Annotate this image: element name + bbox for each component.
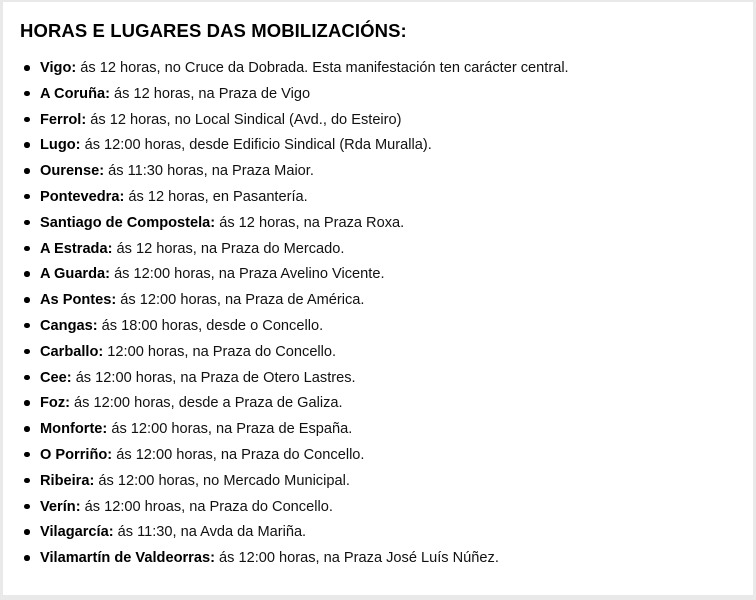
place-details: ás 12:00 horas, no Mercado Municipal. [94, 472, 350, 489]
place-details: ás 12 horas, en Pasantería. [124, 188, 308, 205]
place-details: ás 12:00 horas, na Praza de Otero Lastres. [71, 369, 356, 386]
bullet-icon [24, 478, 30, 484]
place-name: As Pontes: [40, 292, 117, 309]
list-item [23, 135, 569, 161]
bullet-icon [24, 400, 30, 406]
bullet-icon [24, 271, 30, 277]
list-item [23, 161, 569, 187]
list-item [23, 239, 569, 265]
place-name: Lugo: [40, 137, 81, 154]
list-item [23, 84, 569, 110]
list-item [23, 213, 569, 239]
bullet-icon [24, 117, 30, 123]
place-details: ás 12 horas, na Praza de Vigo [110, 85, 311, 102]
content-panel [3, 2, 753, 595]
place-details: ás 12 horas, na Praza do Mercado. [112, 240, 345, 257]
bullet-icon [24, 91, 30, 97]
place-details: ás 12:00 horas, desde Edificio Sindical (Rda Muralla). [80, 137, 432, 154]
place-details: ás 12:00 horas, desde a Praza de Galiza. [70, 395, 343, 412]
place-name: Santiago de Compostela: [40, 214, 216, 231]
place-details: 12:00 horas, na Praza do Concello. [103, 343, 337, 360]
bullet-icon [24, 194, 30, 200]
place-details: ás 12:00 horas, na Praza de América. [116, 292, 365, 309]
bullet-icon [24, 168, 30, 174]
place-name: Monforte: [40, 421, 108, 438]
list-item [23, 342, 569, 368]
place-details: ás 12:00 hroas, na Praza do Concello. [80, 498, 333, 515]
place-name: A Estrada: [40, 240, 113, 257]
list-item [23, 368, 569, 394]
place-name: Carballo: [40, 343, 104, 360]
list-item [23, 419, 569, 445]
place-details: ás 12:00 horas, na Praza José Luís Núñez. [214, 550, 499, 567]
place-name: Cangas: [40, 317, 98, 334]
mobilization-list [23, 58, 569, 574]
page-title: HORAS E LUGARES DAS MOBILIZACIÓNS: [20, 20, 407, 41]
list-item [23, 445, 569, 471]
list-item [23, 58, 569, 84]
place-name: Verín: [40, 498, 81, 515]
list-item [23, 316, 569, 342]
place-details: ás 12:00 horas, na Praza do Concello. [112, 446, 365, 463]
place-details: ás 12:00 horas, na Praza Avelino Vicente. [110, 266, 385, 283]
list-item [23, 393, 569, 419]
bullet-icon [24, 349, 30, 355]
list-item [23, 110, 569, 136]
list-item [23, 187, 569, 213]
place-details: ás 11:30 horas, na Praza Maior. [104, 163, 314, 180]
place-name: Vilagarcía: [40, 524, 114, 541]
place-details: ás 12 horas, no Cruce da Dobrada. Esta manifestación ten carácter central. [76, 60, 569, 76]
bullet-icon [24, 246, 30, 252]
place-details: ás 12 horas, no Local Sindical (Avd., do Esteiro) [86, 111, 402, 128]
bullet-icon [24, 555, 30, 561]
list-item [23, 290, 569, 316]
place-name: A Guarda: [40, 266, 111, 283]
bullet-icon [24, 529, 30, 535]
place-name: O Porriño: [40, 446, 113, 463]
place-name: Vigo: [40, 60, 77, 76]
place-name: Ourense: [40, 163, 105, 180]
list-item [23, 497, 569, 523]
bullet-icon [24, 452, 30, 458]
place-name: A Coruña: [40, 85, 110, 102]
bullet-icon [24, 504, 30, 510]
place-details: ás 12 horas, na Praza Roxa. [215, 214, 405, 231]
bullet-icon [24, 426, 30, 432]
bullet-icon [24, 65, 30, 71]
list-item [23, 522, 569, 548]
bullet-icon [24, 220, 30, 226]
place-name: Ferrol: [40, 111, 87, 128]
place-details: ás 18:00 horas, desde o Concello. [97, 317, 324, 334]
bullet-icon [24, 142, 30, 148]
place-name: Ribeira: [40, 472, 95, 489]
list-item [23, 471, 569, 497]
place-name: Foz: [40, 395, 70, 412]
list-item [23, 264, 569, 290]
list-item [23, 548, 569, 574]
bullet-icon [24, 323, 30, 329]
bullet-icon [24, 375, 30, 381]
place-name: Pontevedra: [40, 188, 125, 205]
place-details: ás 11:30, na Avda da Mariña. [113, 524, 307, 541]
place-name: Vilamartín de Valdeorras: [40, 550, 215, 567]
bullet-icon [24, 297, 30, 303]
place-name: Cee: [40, 369, 72, 386]
place-details: ás 12:00 horas, na Praza de España. [107, 421, 353, 438]
